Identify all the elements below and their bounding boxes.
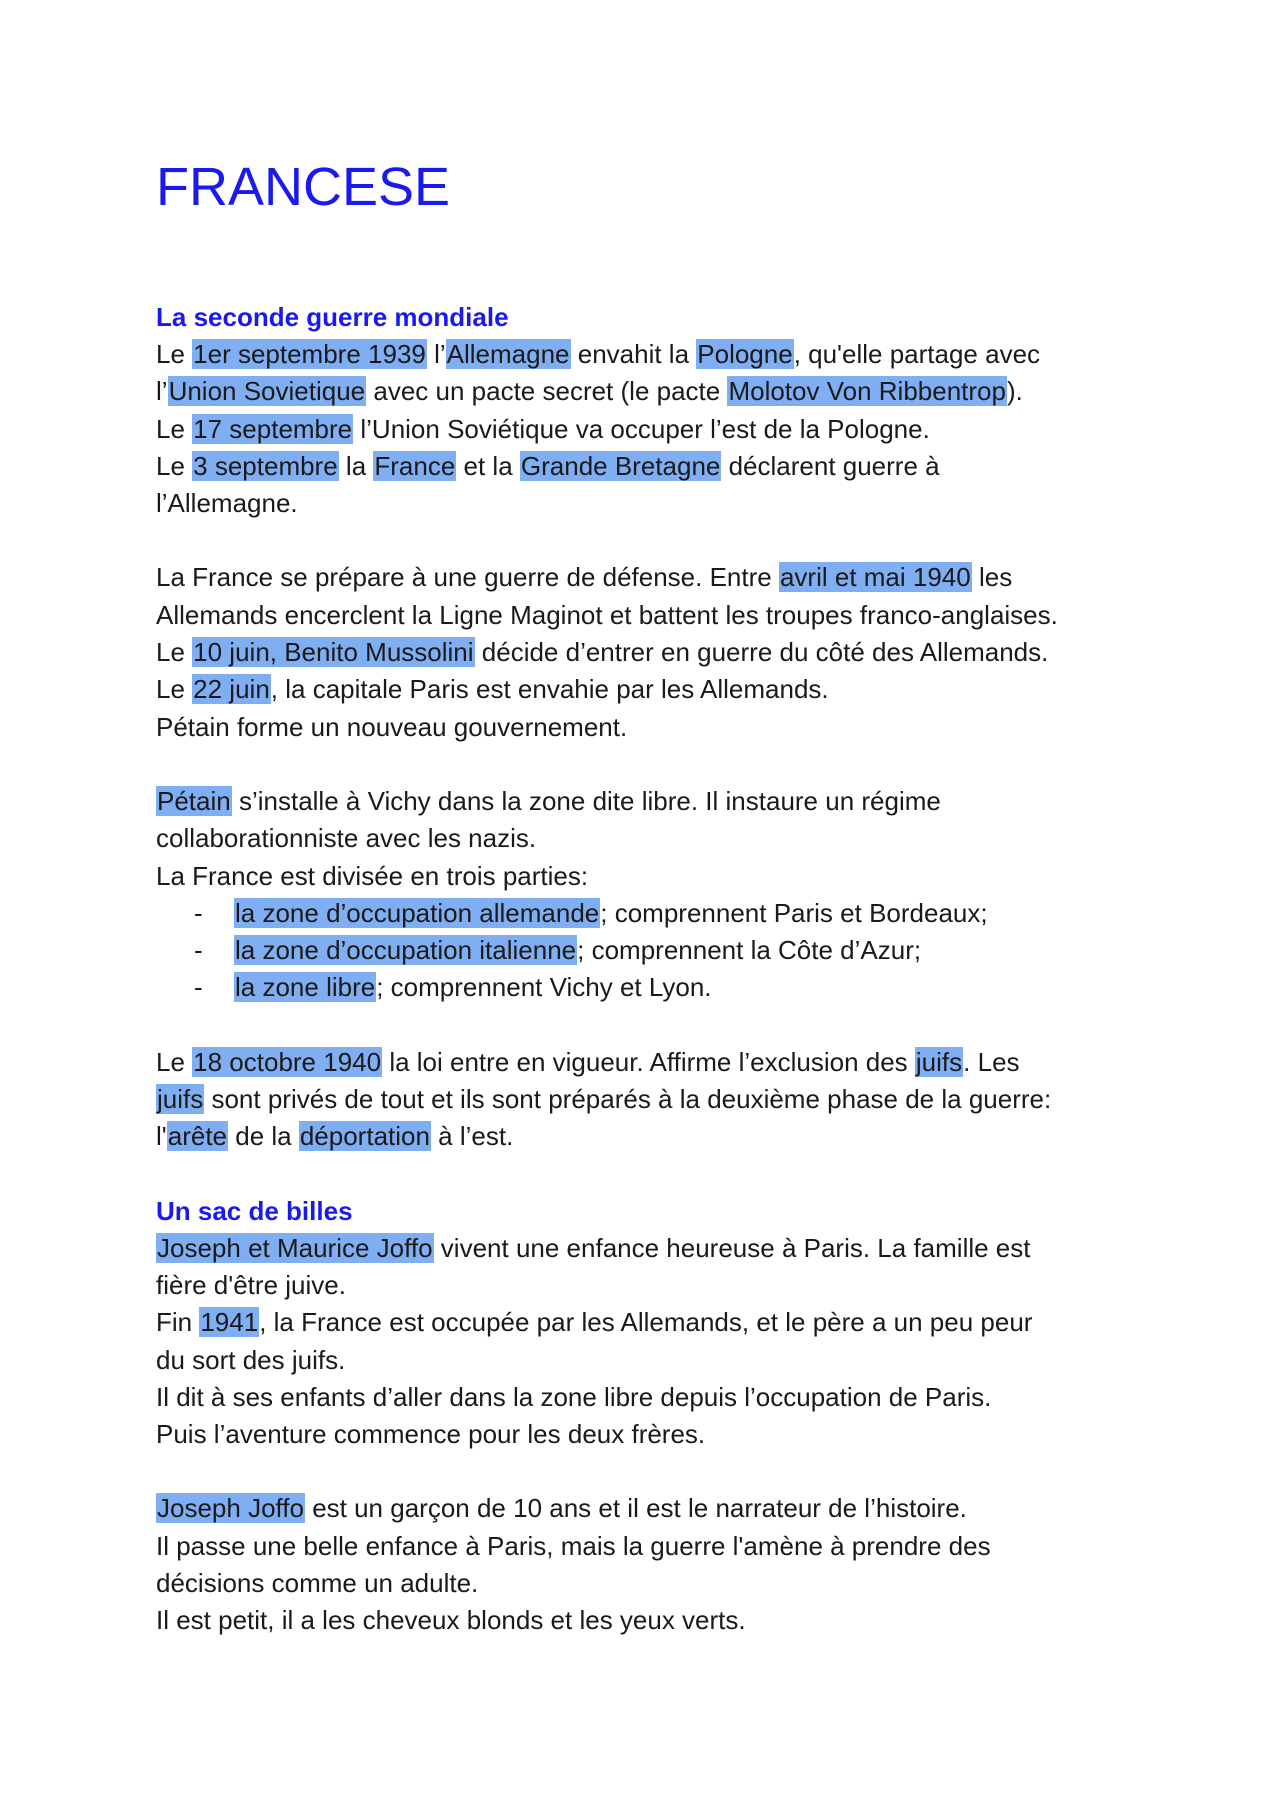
text-line — [156, 1304, 1156, 1341]
text-line — [156, 783, 1156, 820]
text-run: Le — [156, 1046, 193, 1077]
text-run: , la France est occupée par les Allemands, et le père a un peu peur — [259, 1307, 1033, 1338]
text-line — [156, 559, 1156, 596]
text-line: Allemands encerclent la Ligne Maginot et battent les troupes franco-anglaises. — [156, 599, 1058, 630]
bullet-dash: - — [194, 935, 203, 966]
text-run: les — [971, 562, 1013, 593]
highlighted-date: 22 juin — [193, 674, 270, 705]
paragraph-gap — [156, 1007, 1156, 1044]
text-line — [156, 448, 1156, 485]
paragraph-war-law — [156, 1044, 1156, 1156]
text-line — [156, 634, 1156, 671]
paragraph-gap — [156, 522, 1156, 559]
paragraph-war-vichy — [156, 783, 1156, 895]
paragraph-gap — [156, 746, 1156, 783]
highlighted-date: avril et mai 1940 — [779, 562, 971, 593]
text-run: Le — [156, 413, 193, 444]
highlighted-term: Union Sovietique — [168, 376, 366, 407]
document-page — [156, 150, 1156, 1640]
text-line: décisions comme un adulte. — [156, 1568, 479, 1599]
highlighted-term: Joseph Joffo — [157, 1493, 304, 1524]
highlighted-date: 1941 — [200, 1307, 259, 1338]
highlighted-date: 18 octobre 1940 — [193, 1046, 382, 1077]
document-title: FRANCESE — [156, 157, 451, 217]
text-run: l’Union Soviétique va occuper l’est de la Pologne. — [353, 413, 930, 444]
paragraph-war-intro — [156, 336, 1156, 522]
highlighted-term: Joseph et Maurice Joffo — [157, 1232, 433, 1263]
list-item — [156, 895, 1156, 932]
text-run: et la — [456, 450, 520, 481]
highlighted-term: Allemagne — [446, 339, 570, 369]
text-run: l’ — [156, 376, 168, 407]
text-run: Le — [156, 339, 193, 369]
bullet-dash: - — [194, 972, 203, 1003]
highlighted-term: déportation — [299, 1121, 430, 1152]
text-run: la loi entre en vigueur. Affirme l’exclusion des — [382, 1046, 915, 1077]
text-line: La France est divisée en trois parties: — [156, 860, 589, 891]
highlighted-term: la zone d’occupation allemande — [235, 897, 600, 928]
text-line — [156, 1118, 1156, 1155]
highlighted-date: 17 septembre — [193, 413, 353, 444]
text-run: . Les — [963, 1046, 1020, 1077]
text-line — [156, 373, 1156, 410]
bullet-dash: - — [194, 897, 203, 928]
text-line: du sort des juifs. — [156, 1344, 346, 1375]
highlighted-term: la zone d’occupation italienne — [235, 935, 577, 966]
text-line — [156, 1044, 1156, 1081]
text-run: Le — [156, 674, 193, 705]
text-run: ). — [1006, 376, 1023, 407]
highlighted-date: 3 septembre — [193, 450, 338, 481]
text-run: déclarent guerre à — [721, 450, 940, 481]
text-run: Le — [156, 637, 193, 668]
text-run: décide d’entrer en guerre du côté des Allemands. — [474, 637, 1049, 668]
text-run: vivent une enfance heureuse à Paris. La famille est — [433, 1232, 1031, 1263]
paragraph-billes-joseph — [156, 1490, 1156, 1639]
text-run: , qu'elle partage avec — [793, 339, 1041, 369]
text-line — [156, 1230, 1156, 1267]
text-run: , la capitale Paris est envahie par les Allemands. — [270, 674, 829, 705]
highlighted-term: Pétain — [157, 785, 231, 816]
text-run: Le — [156, 450, 193, 481]
zones-list — [156, 895, 1156, 1007]
text-run: envahit la — [570, 339, 697, 369]
highlighted-term: Grande Bretagne — [520, 450, 721, 481]
text-run: Fin — [156, 1307, 200, 1338]
text-line: Il passe une belle enfance à Paris, mais la guerre l'amène à prendre des — [156, 1530, 991, 1561]
text-run: l’ — [426, 339, 446, 369]
section-heading-billes: Un sac de billes — [156, 1195, 353, 1226]
highlighted-term: la zone libre — [235, 972, 376, 1003]
text-run: avec un pacte secret (le pacte — [366, 376, 728, 407]
highlighted-term: Molotov Von Ribbentrop — [728, 376, 1006, 407]
highlighted-term: 10 juin, Benito Mussolini — [193, 637, 474, 668]
text-line — [156, 411, 1156, 448]
paragraph-billes-family — [156, 1230, 1156, 1454]
paragraph-gap — [156, 1453, 1156, 1490]
text-run: est un garçon de 10 ans et il est le narrateur de l’histoire. — [304, 1493, 967, 1524]
highlighted-term: juifs — [157, 1084, 204, 1115]
list-item — [156, 969, 1156, 1006]
text-line: Pétain forme un nouveau gouvernement. — [156, 711, 628, 742]
text-run: La France se prépare à une guerre de défense. Entre — [156, 562, 779, 593]
text-line: Il dit à ses enfants d’aller dans la zone libre depuis l’occupation de Paris. — [156, 1381, 992, 1412]
highlighted-date: 1er septembre 1939 — [193, 339, 426, 369]
text-line: fière d'être juive. — [156, 1269, 346, 1300]
text-line — [156, 336, 1156, 373]
text-run: ; comprennent Paris et Bordeaux; — [600, 897, 988, 928]
paragraph-war-defense — [156, 559, 1156, 745]
highlighted-term: France — [374, 450, 456, 481]
list-item — [156, 932, 1156, 969]
text-line — [156, 1490, 1156, 1527]
highlighted-term: arête — [167, 1121, 228, 1152]
text-line: l’Allemagne. — [156, 488, 298, 519]
text-run: ; comprennent Vichy et Lyon. — [376, 972, 712, 1003]
section-heading-war: La seconde guerre mondiale — [156, 302, 509, 332]
text-run: la — [338, 450, 374, 481]
text-run: de la — [228, 1121, 299, 1152]
text-run: ; comprennent la Côte d’Azur; — [577, 935, 922, 966]
text-run: s’installe à Vichy dans la zone dite libre. Il instaure un régime — [231, 785, 941, 816]
text-run: sont privés de tout et ils sont préparés à la deuxième phase de la guerre: — [204, 1084, 1052, 1115]
text-line — [156, 1081, 1156, 1118]
text-run: à l’est. — [430, 1121, 514, 1152]
text-run: l' — [156, 1121, 167, 1152]
text-line — [156, 671, 1156, 708]
text-line: Puis l’aventure commence pour les deux frères. — [156, 1419, 706, 1450]
text-line: Il est petit, il a les cheveux blonds et les yeux verts. — [156, 1605, 746, 1636]
highlighted-term: juifs — [915, 1046, 963, 1077]
text-line: collaborationniste avec les nazis. — [156, 823, 537, 854]
highlighted-term: Pologne — [697, 339, 793, 369]
